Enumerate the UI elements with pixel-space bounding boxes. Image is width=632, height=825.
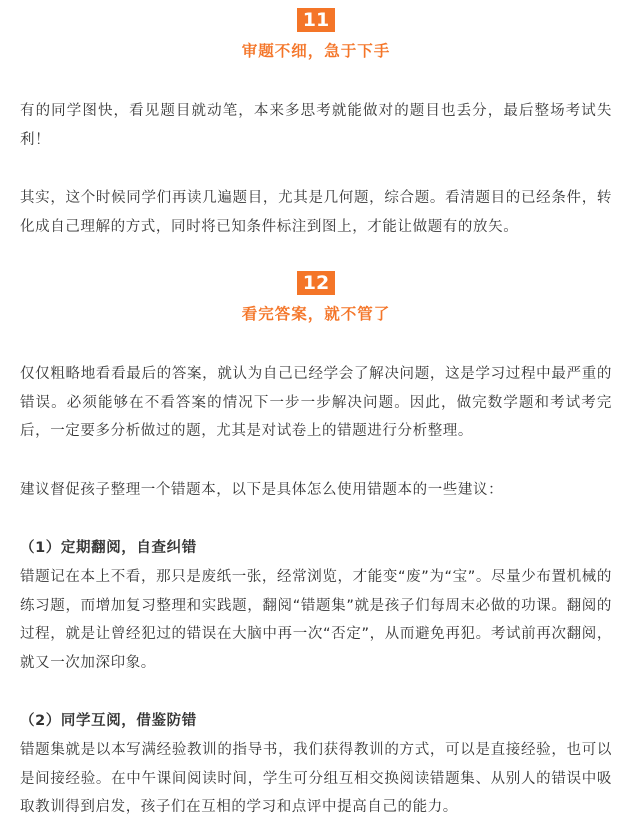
- section-title: 看完答案，就不管了: [241, 305, 391, 323]
- tip-heading: （2）同学互阅，借鉴防错: [20, 713, 197, 729]
- tip-body: 错题记在本上不看，那只是废纸一张，经常浏览，才能变“废”为“宝”。尽量少布置机械的练习题，而增加复习整理和实践题，翻阅“错题集”就是孩子们每周末必做的功课。翻阅的过程，就是让曾经犯过的错误在大脑中再一次“否定”，从而避免再犯。考试前再次翻阅，就又一次加深印象。: [20, 569, 612, 671]
- tip-heading: （1）定期翻阅，自查纠错: [20, 540, 197, 556]
- paragraph: 仅仅粗略地看看最后的答案，就认为自己已经学会了解决问题，这是学习过程中最严重的错误。必须能够在不看答案的情况下一步一步解决问题。因此，做完数学题和考试考完后，一定要多分析做过的题，尤其是对试卷上的错题进行分析整理。: [20, 366, 612, 439]
- paragraph: 其实，这个时候同学们再读几遍题目，尤其是几何题，综合题。看清题目的已经条件，转化成自己理解的方式，同时将已知条件标注到图上，才能让做题有的放矢。: [20, 190, 612, 235]
- paragraph: 建议督促孩子整理一个错题本，以下是具体怎么使用错题本的一些建议：: [20, 482, 504, 498]
- paragraph: 有的同学图快，看见题目就动笔，本来多思考就能做对的题目也丢分，最后整场考试失利！: [20, 103, 612, 148]
- section-title: 审题不细，急于下手: [241, 42, 391, 60]
- section-number-badge: 12: [297, 271, 335, 295]
- tip-body: 错题集就是以本写满经验教训的指导书，我们获得教训的方式，可以是直接经验，也可以是间接经验。在中午课间阅读时间，学生可分组互相交换阅读错题集、从别人的错误中吸取教训得到启发，孩子们在互相的学习和点评中提高自己的能力。: [20, 742, 612, 815]
- section-number-badge: 11: [297, 8, 335, 32]
